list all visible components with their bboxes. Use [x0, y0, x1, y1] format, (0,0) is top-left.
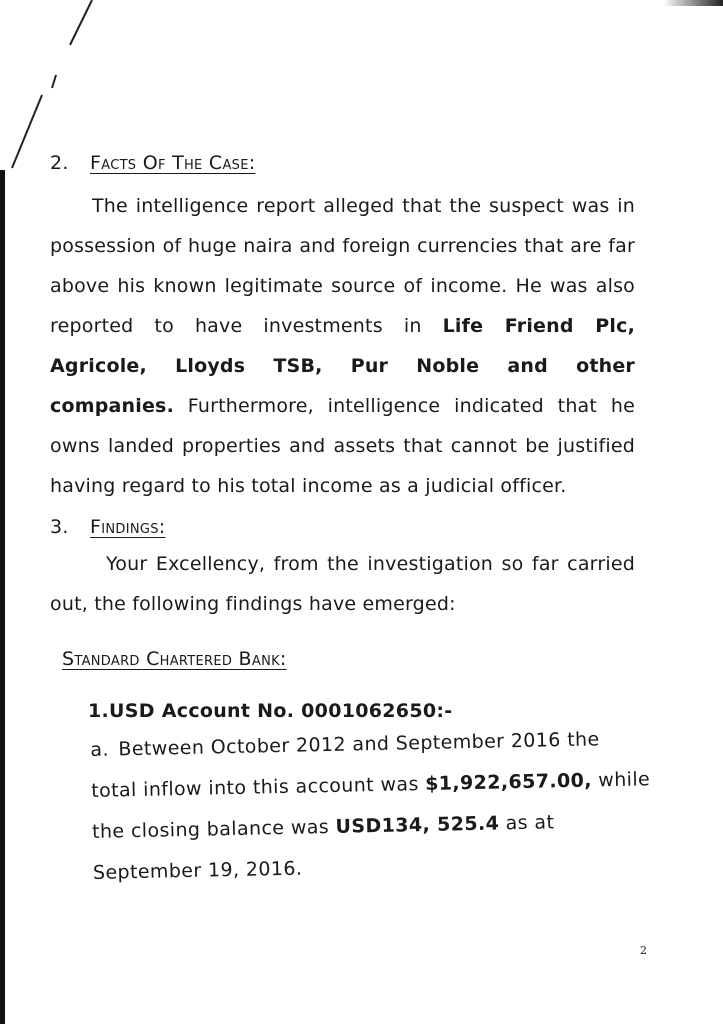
findings-paragraph [50, 544, 635, 624]
section-3-title: Findings: [90, 516, 166, 538]
section-2-title: Facts Of The Case: [90, 152, 256, 174]
item-a-label: a. [90, 738, 110, 761]
bank-heading [62, 648, 287, 670]
item-a-text-3: as at September 19, 2016. [92, 811, 555, 884]
item-a-inflow: $1,922,657.00, [424, 769, 593, 795]
bank-heading-text: Standard Chartered Bank: [62, 648, 287, 670]
scan-edge-shadow [0, 170, 5, 1024]
facts-paragraph [50, 186, 635, 506]
facts-companies: Life Friend Plc, Agricole, Lloyds TSB, Pur Noble and other companies. [50, 315, 635, 417]
account-heading [88, 700, 452, 722]
findings-text: Your Excellency, from the investigation so far carried out, the following findings have emerged: [50, 553, 635, 615]
item-a-text-1: Between October 2012 and September 2016 the total inflow into this account was [91, 728, 600, 802]
section-2-heading [50, 152, 255, 174]
facts-text-1: The intelligence report alleged that the suspect was in possession of huge naira and foreign currencies that are far above his known legitimate source of income. He was also reported to have investments in [50, 195, 635, 337]
item-a-text-2: while the closing balance was [91, 768, 651, 843]
scan-smudge [663, 0, 723, 6]
facts-text-2: Furthermore, intelligence indicated that he owns landed properties and assets that cannot be justified having regard to his total income as a judicial officer. [50, 395, 635, 497]
section-3-number: 3. [50, 516, 69, 538]
account-item-a [90, 718, 653, 894]
account-number-label: 1. [88, 700, 110, 722]
item-a-balance: USD134, 525.4 [335, 812, 500, 838]
page-number: 2 [640, 944, 647, 957]
account-title: USD Account No. 0001062650:- [109, 700, 453, 722]
section-2-number: 2. [50, 152, 69, 174]
section-3-heading [50, 516, 165, 538]
